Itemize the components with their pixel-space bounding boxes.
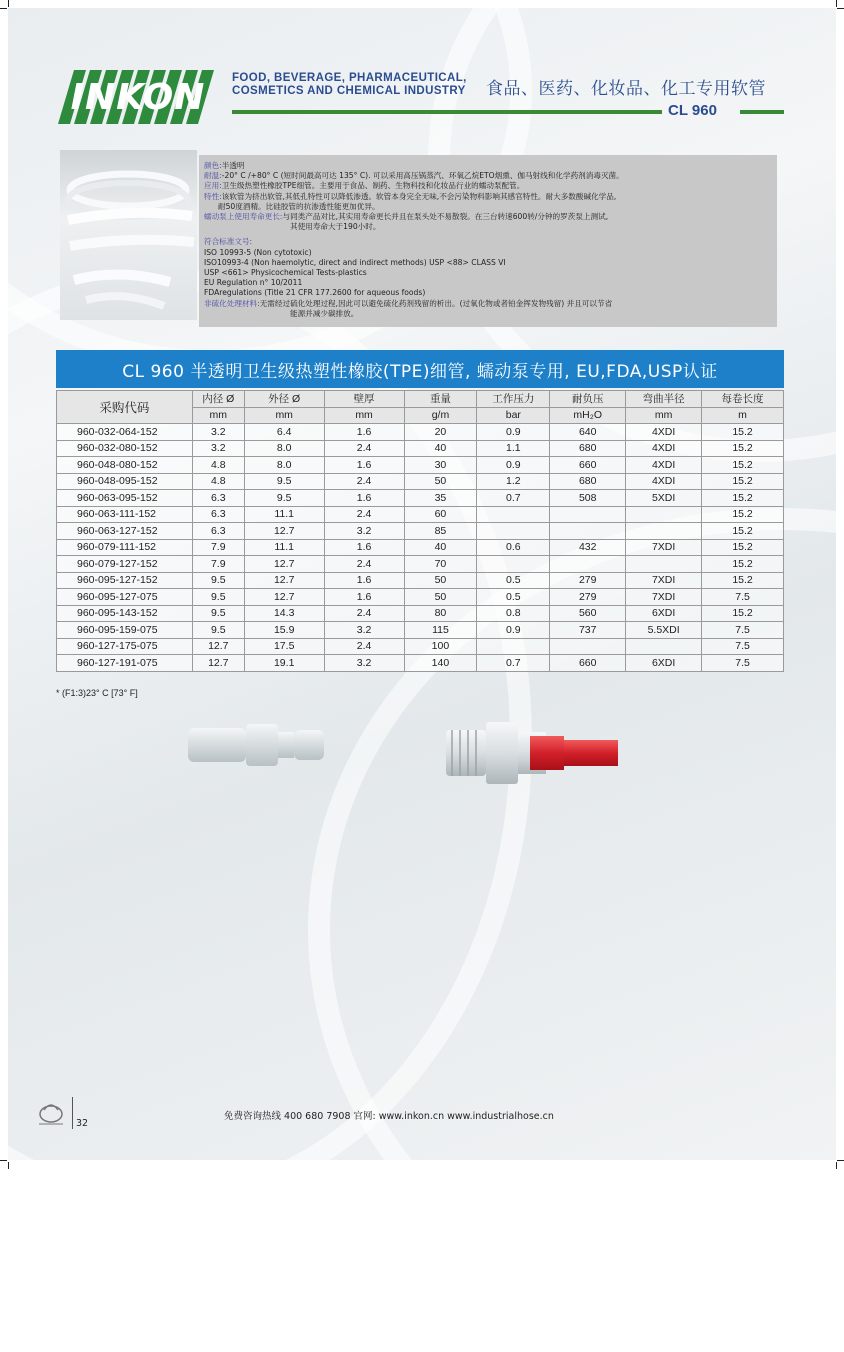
- unit-cell: mm: [324, 407, 404, 424]
- table-cell: 0.9: [477, 424, 550, 441]
- table-cell: [550, 556, 626, 573]
- crop-mark: [8, 0, 9, 7]
- table-cell: 7.9: [192, 539, 244, 556]
- table-cell: [477, 506, 550, 523]
- header-divider: [232, 110, 662, 114]
- part-code-cell: 960-095-143-152: [57, 605, 193, 622]
- table-cell: 9.5: [192, 589, 244, 606]
- table-cell: 6.4: [244, 424, 324, 441]
- table-cell: 2.4: [324, 473, 404, 490]
- table-title: CL 960 半透明卫生级热塑性橡胶(TPE)细管, 蠕动泵专用, EU,FDA,USP认证: [56, 350, 784, 388]
- table-cell: 1.1: [477, 440, 550, 457]
- table-row: [57, 523, 784, 540]
- unit-cell: mm: [192, 407, 244, 424]
- table-row: [57, 655, 784, 672]
- spec-pump-life-cont: 其使用寿命大于190小时。: [290, 222, 381, 232]
- crop-mark: [8, 1162, 9, 1169]
- header-row: [57, 391, 784, 408]
- table-row: [57, 424, 784, 441]
- table-cell: 11.1: [244, 539, 324, 556]
- table-cell: 0.9: [477, 457, 550, 474]
- product-photo: [60, 150, 197, 320]
- model-number: CL 960: [668, 102, 717, 119]
- table-cell: 50: [404, 473, 477, 490]
- spec-standards-label: 符合标准文号:: [204, 237, 253, 247]
- table-cell: 7.9: [192, 556, 244, 573]
- crop-mark: [0, 1160, 7, 1161]
- unit-cell: bar: [477, 407, 550, 424]
- table-cell: 15.2: [702, 424, 784, 441]
- table-cell: 1.6: [324, 457, 404, 474]
- table-cell: 12.7: [244, 572, 324, 589]
- table-body: [57, 424, 784, 672]
- table-cell: 12.7: [244, 523, 324, 540]
- table-cell: 6.3: [192, 506, 244, 523]
- table-cell: 432: [550, 539, 626, 556]
- table-cell: 15.9: [244, 622, 324, 639]
- table-cell: 4.8: [192, 457, 244, 474]
- table-cell: 3.2: [324, 523, 404, 540]
- table-row: [57, 490, 784, 507]
- table-cell: 1.6: [324, 424, 404, 441]
- table-cell: 2.4: [324, 556, 404, 573]
- table-cell: 85: [404, 523, 477, 540]
- table-cell: [550, 638, 626, 655]
- col-header: 外径 Ø: [244, 391, 324, 408]
- table-cell: 8.0: [244, 440, 324, 457]
- table-row: [57, 539, 784, 556]
- table-cell: 7XDI: [626, 539, 702, 556]
- spec-standard: FDAregulations (Title 21 CFR 177.2600 for aqueous foods): [204, 288, 426, 298]
- table-row: [57, 457, 784, 474]
- table-cell: 660: [550, 655, 626, 672]
- table-cell: 15.2: [702, 457, 784, 474]
- table-cell: 7.5: [702, 589, 784, 606]
- part-code-cell: 960-095-127-075: [57, 589, 193, 606]
- table-cell: 3.2: [324, 622, 404, 639]
- crop-mark: [836, 1162, 837, 1169]
- spec-non-sulfur-cont: 能源并减少碳排放。: [290, 308, 359, 318]
- col-header-code: 采购代码: [57, 391, 193, 424]
- table-cell: 12.7: [192, 655, 244, 672]
- crop-mark: [0, 8, 7, 9]
- inkon-logo: [56, 66, 220, 128]
- table-cell: 640: [550, 424, 626, 441]
- spec-color: 颜色:半透明: [204, 161, 245, 170]
- english-subtitle-line2: COSMETICS AND CHEMICAL INDUSTRY: [232, 85, 466, 97]
- part-code-cell: 960-095-159-075: [57, 622, 193, 639]
- page-number: 32: [76, 1118, 89, 1129]
- table-cell: [550, 523, 626, 540]
- table-cell: 60: [404, 506, 477, 523]
- table-cell: 680: [550, 440, 626, 457]
- table-cell: 0.7: [477, 490, 550, 507]
- table-cell: 140: [404, 655, 477, 672]
- footer-separator: [72, 1097, 73, 1129]
- threaded-connector-image: [442, 716, 620, 788]
- table-cell: 2.4: [324, 440, 404, 457]
- table-cell: 660: [550, 457, 626, 474]
- spec-features-cont: 耐50度酒精。比硅胶管的抗渗透性能更加优异。: [218, 201, 380, 211]
- table-cell: 20: [404, 424, 477, 441]
- header-divider-right: [740, 110, 784, 114]
- unit-cell: mm: [626, 407, 702, 424]
- footnote: * (F1:3)23° C [73° F]: [56, 688, 138, 698]
- part-code-cell: 960-048-095-152: [57, 473, 193, 490]
- spec-pump-life: 蠕动泵上使用寿命更长:与同类产品对比,其实用寿命更长并且在泵头处不易散裂。在三台转速600转/分钟的罗茨泵上测试,: [204, 212, 609, 222]
- unit-cell: m: [702, 407, 784, 424]
- table-cell: 5.5XDI: [626, 622, 702, 639]
- crop-mark: [837, 8, 844, 9]
- spec-standard: ISO10993-4 (Non haemolytic, direct and indirect methods) USP <88> CLASS VI: [204, 257, 506, 267]
- table-cell: 12.7: [244, 589, 324, 606]
- col-header: 弯曲半径: [626, 391, 702, 408]
- table-row: [57, 572, 784, 589]
- table-cell: 40: [404, 539, 477, 556]
- table-cell: 9.5: [244, 473, 324, 490]
- table-cell: 15.2: [702, 556, 784, 573]
- spec-standard: ISO 10993-5 (Non cytotoxic): [204, 247, 312, 257]
- table-cell: 15.2: [702, 572, 784, 589]
- part-code-cell: 960-127-191-075: [57, 655, 193, 672]
- spec-features: 特性:该软管为挤出软管,其低孔特性可以降低渗透。软管本身完全无味,不会污染物料影响其感官特性。耐大多数酸碱化学品,: [204, 191, 617, 201]
- table-cell: 15.2: [702, 440, 784, 457]
- specification-panel: [199, 155, 777, 327]
- table-cell: 508: [550, 490, 626, 507]
- crop-mark: [836, 0, 837, 7]
- table-row: [57, 622, 784, 639]
- table-cell: 1.6: [324, 589, 404, 606]
- table-cell: 35: [404, 490, 477, 507]
- table-cell: 7XDI: [626, 572, 702, 589]
- table-cell: 0.5: [477, 589, 550, 606]
- table-cell: 9.5: [192, 572, 244, 589]
- table-cell: 70: [404, 556, 477, 573]
- table-cell: 3.2: [192, 424, 244, 441]
- table-row: [57, 556, 784, 573]
- table-cell: 2.4: [324, 506, 404, 523]
- table-cell: 4XDI: [626, 457, 702, 474]
- table-cell: 0.6: [477, 539, 550, 556]
- table-row: [57, 473, 784, 490]
- table-cell: 4XDI: [626, 473, 702, 490]
- table-cell: [626, 638, 702, 655]
- part-code-cell: 960-095-127-152: [57, 572, 193, 589]
- table-cell: 279: [550, 589, 626, 606]
- table-cell: 0.8: [477, 605, 550, 622]
- table-cell: 7.5: [702, 622, 784, 639]
- table-cell: 2.4: [324, 605, 404, 622]
- table-cell: [477, 556, 550, 573]
- col-header: 每卷长度: [702, 391, 784, 408]
- table-cell: 3.2: [324, 655, 404, 672]
- table-cell: 15.2: [702, 523, 784, 540]
- table-cell: 50: [404, 589, 477, 606]
- table-cell: 0.7: [477, 655, 550, 672]
- table-cell: [477, 638, 550, 655]
- unit-cell: g/m: [404, 407, 477, 424]
- table-cell: 1.6: [324, 490, 404, 507]
- table-cell: 680: [550, 473, 626, 490]
- spec-standard: EU Regulation n° 10/2011: [204, 278, 303, 288]
- table-cell: 560: [550, 605, 626, 622]
- table-cell: 6XDI: [626, 655, 702, 672]
- table-cell: 4.8: [192, 473, 244, 490]
- table-row: [57, 506, 784, 523]
- unit-cell: mm: [244, 407, 324, 424]
- table-cell: [626, 523, 702, 540]
- col-header: 耐负压: [550, 391, 626, 408]
- spec-temperature: 耐温:-20° C /+80° C (短时间最高可达 135° C). 可以采用高压锅蒸汽、环氧乙烷ETO烟熏、伽马射线和化学药剂消毒灭菌。: [204, 171, 624, 181]
- table-cell: 12.7: [192, 638, 244, 655]
- table-cell: 7XDI: [626, 589, 702, 606]
- chinese-subtitle: 食品、医药、化妆品、化工专用软管: [486, 79, 766, 99]
- table-cell: [477, 523, 550, 540]
- table-cell: [550, 506, 626, 523]
- english-subtitle: [232, 72, 467, 98]
- table-cell: 80: [404, 605, 477, 622]
- table-cell: 15.2: [702, 605, 784, 622]
- unit-cell: mH₂O: [550, 407, 626, 424]
- table-cell: 40: [404, 440, 477, 457]
- hose-barb-fitting-image: [186, 722, 326, 768]
- part-code-cell: 960-079-111-152: [57, 539, 193, 556]
- english-subtitle-line1: FOOD, BEVERAGE, PHARMACEUTICAL,: [232, 72, 467, 84]
- table-cell: 12.7: [244, 556, 324, 573]
- part-code-cell: 960-048-080-152: [57, 457, 193, 474]
- table-row: [57, 638, 784, 655]
- table-cell: 115: [404, 622, 477, 639]
- spec-application: 应用:卫生级热塑性橡胶TPE细管。主要用于食品、制药、生物科技和化妆品行业的蠕动泵配管。: [204, 181, 525, 191]
- table-cell: 737: [550, 622, 626, 639]
- table-cell: 15.2: [702, 490, 784, 507]
- table-cell: 6.3: [192, 490, 244, 507]
- table-cell: 5XDI: [626, 490, 702, 507]
- table-cell: 11.1: [244, 506, 324, 523]
- table-cell: 0.9: [477, 622, 550, 639]
- table-cell: 17.5: [244, 638, 324, 655]
- part-code-cell: 960-032-064-152: [57, 424, 193, 441]
- table-row: [57, 589, 784, 606]
- part-code-cell: 960-063-111-152: [57, 506, 193, 523]
- table-cell: 14.3: [244, 605, 324, 622]
- table-cell: 15.2: [702, 473, 784, 490]
- table-cell: 9.5: [244, 490, 324, 507]
- table-cell: 3.2: [192, 440, 244, 457]
- logo-wordmark: INKON: [70, 76, 206, 118]
- table-cell: 1.6: [324, 572, 404, 589]
- table-cell: 4XDI: [626, 440, 702, 457]
- part-code-cell: 960-079-127-152: [57, 556, 193, 573]
- table-cell: 9.5: [192, 605, 244, 622]
- table-cell: 9.5: [192, 622, 244, 639]
- table-cell: 8.0: [244, 457, 324, 474]
- table-cell: 100: [404, 638, 477, 655]
- table-cell: 15.2: [702, 539, 784, 556]
- part-code-cell: 960-063-127-152: [57, 523, 193, 540]
- table-row: [57, 605, 784, 622]
- col-header: 壁厚: [324, 391, 404, 408]
- table-cell: 4XDI: [626, 424, 702, 441]
- table-cell: 6XDI: [626, 605, 702, 622]
- table-cell: 1.6: [324, 539, 404, 556]
- table-cell: 2.4: [324, 638, 404, 655]
- footer-logo-icon: [36, 1094, 66, 1128]
- table-cell: 30: [404, 457, 477, 474]
- table-cell: 50: [404, 572, 477, 589]
- table-row: [57, 440, 784, 457]
- product-table: [56, 390, 784, 672]
- spec-non-sulfur: 非硫化处理材料:无需经过硫化处理过程,因此可以避免硫化药剂残留的析出。(过氧化物或者铂金挥发物残留) 并且可以节省: [204, 298, 613, 308]
- table-cell: 279: [550, 572, 626, 589]
- table-cell: 15.2: [702, 506, 784, 523]
- part-code-cell: 960-032-080-152: [57, 440, 193, 457]
- crop-mark: [837, 1160, 844, 1161]
- table-cell: [626, 506, 702, 523]
- spec-standard: USP <661> Physicochemical Tests-plastics: [204, 268, 367, 278]
- part-code-cell: 960-127-175-075: [57, 638, 193, 655]
- table-cell: 1.2: [477, 473, 550, 490]
- part-code-cell: 960-063-095-152: [57, 490, 193, 507]
- table-cell: 0.5: [477, 572, 550, 589]
- col-header: 重量: [404, 391, 477, 408]
- col-header: 内径 Ø: [192, 391, 244, 408]
- table-cell: 7.5: [702, 655, 784, 672]
- footer-contact: 免费咨询热线 400 680 7908 官网: www.inkon.cn www.industrialhose.cn: [224, 1111, 554, 1122]
- table-cell: 6.3: [192, 523, 244, 540]
- col-header: 工作压力: [477, 391, 550, 408]
- table-cell: 19.1: [244, 655, 324, 672]
- table-cell: 7.5: [702, 638, 784, 655]
- table-cell: [626, 556, 702, 573]
